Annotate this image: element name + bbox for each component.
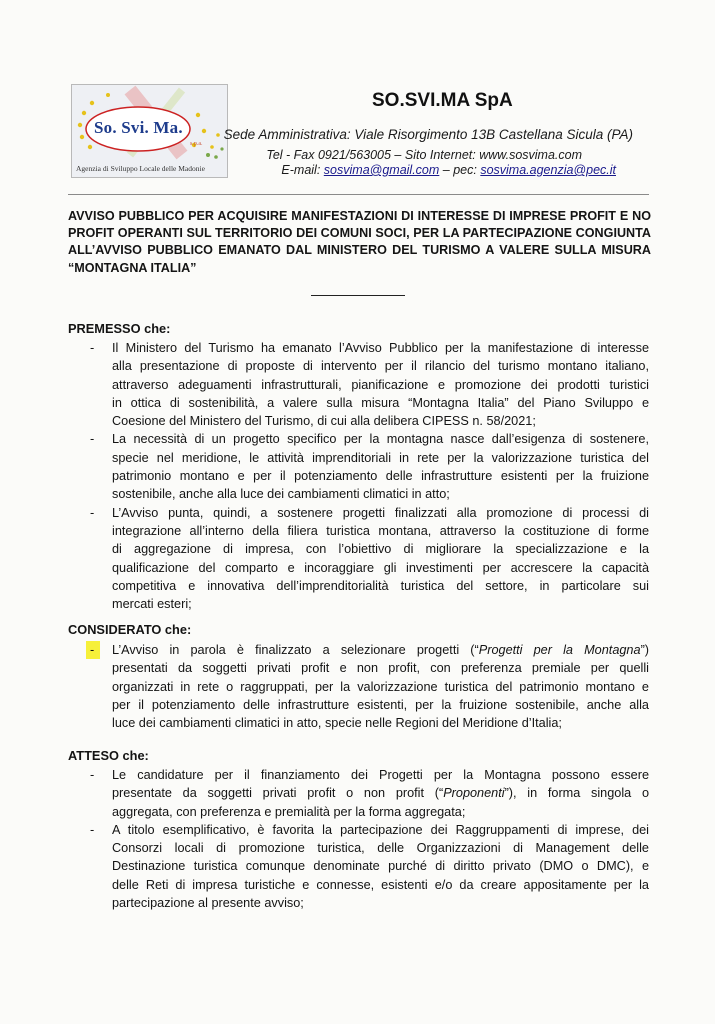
section-heading-premesso: PREMESSO che: <box>68 321 171 336</box>
logo-subscript: s.p.a. <box>190 141 203 147</box>
pec-label: – pec: <box>442 163 477 177</box>
title-line: PROFIT OPERANTI SUL TERRITORIO DEI COMUNI SOCI, PER LA PARTECIPAZIONE CONGIUNTA <box>68 226 651 241</box>
company-logo <box>71 84 228 178</box>
text-line: aggregata, con preferenza e premialità per la forma aggregata; <box>112 804 466 819</box>
pec-link[interactable]: sosvima.agenzia@pec.it <box>480 163 616 177</box>
header-divider <box>68 194 649 195</box>
text-line: organizzati in rete o raggruppati, per la valorizzazione turistica del patrimonio montano e <box>112 679 649 694</box>
text-line: sostenibile, anche alla luce dei cambiamenti climatici in atto; <box>112 487 450 502</box>
text-line: delle Reti di impresa turistiche e connesse, esistenti e/o da creare appositamente per la <box>112 877 649 892</box>
text-line: in ottica di sostenibilità, a valere sulla misura “Montagna Italia” del Piano Sviluppo e <box>112 395 649 410</box>
title-line: ALL’AVVISO PUBBLICO EMANATO DAL MINISTERO DEL TURISMO A VALERE SULLA MISURA <box>68 243 651 258</box>
company-contacts: Tel - Fax 0921/563005 – Sito Internet: www.sosvima.com <box>266 148 582 162</box>
email-link[interactable]: sosvima@gmail.com <box>323 163 440 177</box>
text-line: attraverso adeguamenti infrastrutturali, pianificazione e promozione dei prodotti turistici <box>112 377 649 392</box>
text-line: L’Avviso in parola è finalizzato a selezionare progetti (“Progetti per la Montagna”) <box>112 643 650 657</box>
premesso-list <box>84 339 649 613</box>
text-line: L’Avviso punta, quindi, a sostenere progetti finalizzati alla promozione di processi di <box>112 505 649 520</box>
logo-name: So. Svi. Ma. <box>94 118 183 137</box>
title-separator <box>311 295 405 296</box>
text-line: specie nel meridione, le attività imprenditoriali in rete per la valorizzazione turistica del <box>112 450 649 465</box>
list-item <box>84 766 649 821</box>
text-line: Coesione del Ministero del Turismo, di cui alla delibera CIPESS n. 58/2021; <box>112 414 536 429</box>
text-line: Il Ministero del Turismo ha emanato l’Avviso Pubblico per la manifestazione di interesse <box>112 341 649 355</box>
company-name: SO.SVI.MA SpA <box>372 90 513 111</box>
text-line: per il potenziamento delle infrastrutture esistenti, per la fruizione sostenibile, anche alla <box>112 697 649 712</box>
email-label: E-mail: <box>281 163 321 177</box>
text-line: luce dei cambiamenti climatici in atto, specie nelle Regioni del Meridione d’Italia; <box>112 716 562 731</box>
text-line: di aggregazione di impresa, con l’obiettivo di migliorare la specializzazione e la <box>112 542 649 557</box>
title-line: “MONTAGNA ITALIA” <box>68 260 197 275</box>
bullet-dash: - <box>90 432 95 447</box>
bullet-dash: - <box>90 505 95 520</box>
highlighted-bullet-dash: - <box>86 641 100 659</box>
list-item <box>84 504 649 614</box>
italic-term: Progetti per la Montagna <box>478 643 641 657</box>
title-line: AVVISO PUBBLICO PER ACQUISIRE MANIFESTAZIONI DI INTERESSE DI IMPRESE PROFIT E NO <box>68 209 651 223</box>
text-line: competitiva e innovativa dell’imprenditorialità turistica del settore, in particolare sui <box>112 578 649 593</box>
company-address: Sede Amministrativa: Viale Risorgimento 13B Castellana Sicula (PA) <box>223 127 633 142</box>
section-heading-atteso: ATTESO che: <box>68 748 149 763</box>
text-line: presentate da soggetti privati profit o non profit (“Proponenti”), in forma singola o <box>112 786 649 801</box>
considerato-list <box>84 641 649 732</box>
text-line: partecipazione al presente avviso; <box>112 896 304 911</box>
document-title <box>68 208 651 277</box>
list-item <box>84 339 649 430</box>
logo-caption: Agenzia di Sviluppo Locale delle Madonie <box>76 164 205 173</box>
text-line: patrimonio montano e per il potenziamento delle infrastrutture esistenti per la fruizione <box>112 469 649 484</box>
text-line: mercati esteri; <box>112 597 192 612</box>
text-line: alla presentazione di proposte di intervento per il rilancio del turismo montano italiano, <box>112 359 649 374</box>
section-heading-considerato: CONSIDERATO che: <box>68 622 192 637</box>
text-line: Consorzi locali di promozione turistica, delle Organizzazioni di Management delle <box>112 841 649 856</box>
text-line: integrazione all’interno della filiera turistica montana, attraverso la costituzione di forme <box>112 523 649 538</box>
list-item <box>84 641 649 732</box>
bullet-dash: - <box>90 341 95 355</box>
atteso-list <box>84 766 649 912</box>
list-item <box>84 430 649 503</box>
bullet-dash: - <box>90 768 95 782</box>
bullet-dash: - <box>90 822 95 837</box>
text-line: A titolo esemplificativo, è favorita la partecipazione dei Raggruppamenti di imprese, dei <box>112 822 649 837</box>
text-line: Destinazione turistica comunque denominate purché di diritto privato (DMO o DMC), e <box>112 859 649 874</box>
text-line: Le candidature per il finanziamento dei Progetti per la Montagna possono essere <box>112 768 649 782</box>
text-line: qualificazione del comparto e incoraggiare gli investimenti per accrescere la capacità <box>112 560 649 575</box>
text-line: presentati da soggetti privati profit e non profit, con preferenza premiale per quelli <box>112 661 649 676</box>
company-email-line <box>281 163 616 177</box>
italic-term: Proponenti <box>443 786 505 801</box>
text-line: La necessità di un progetto specifico per la montagna nasce dall’esigenza di sostenere, <box>112 432 649 447</box>
list-item <box>84 821 649 912</box>
